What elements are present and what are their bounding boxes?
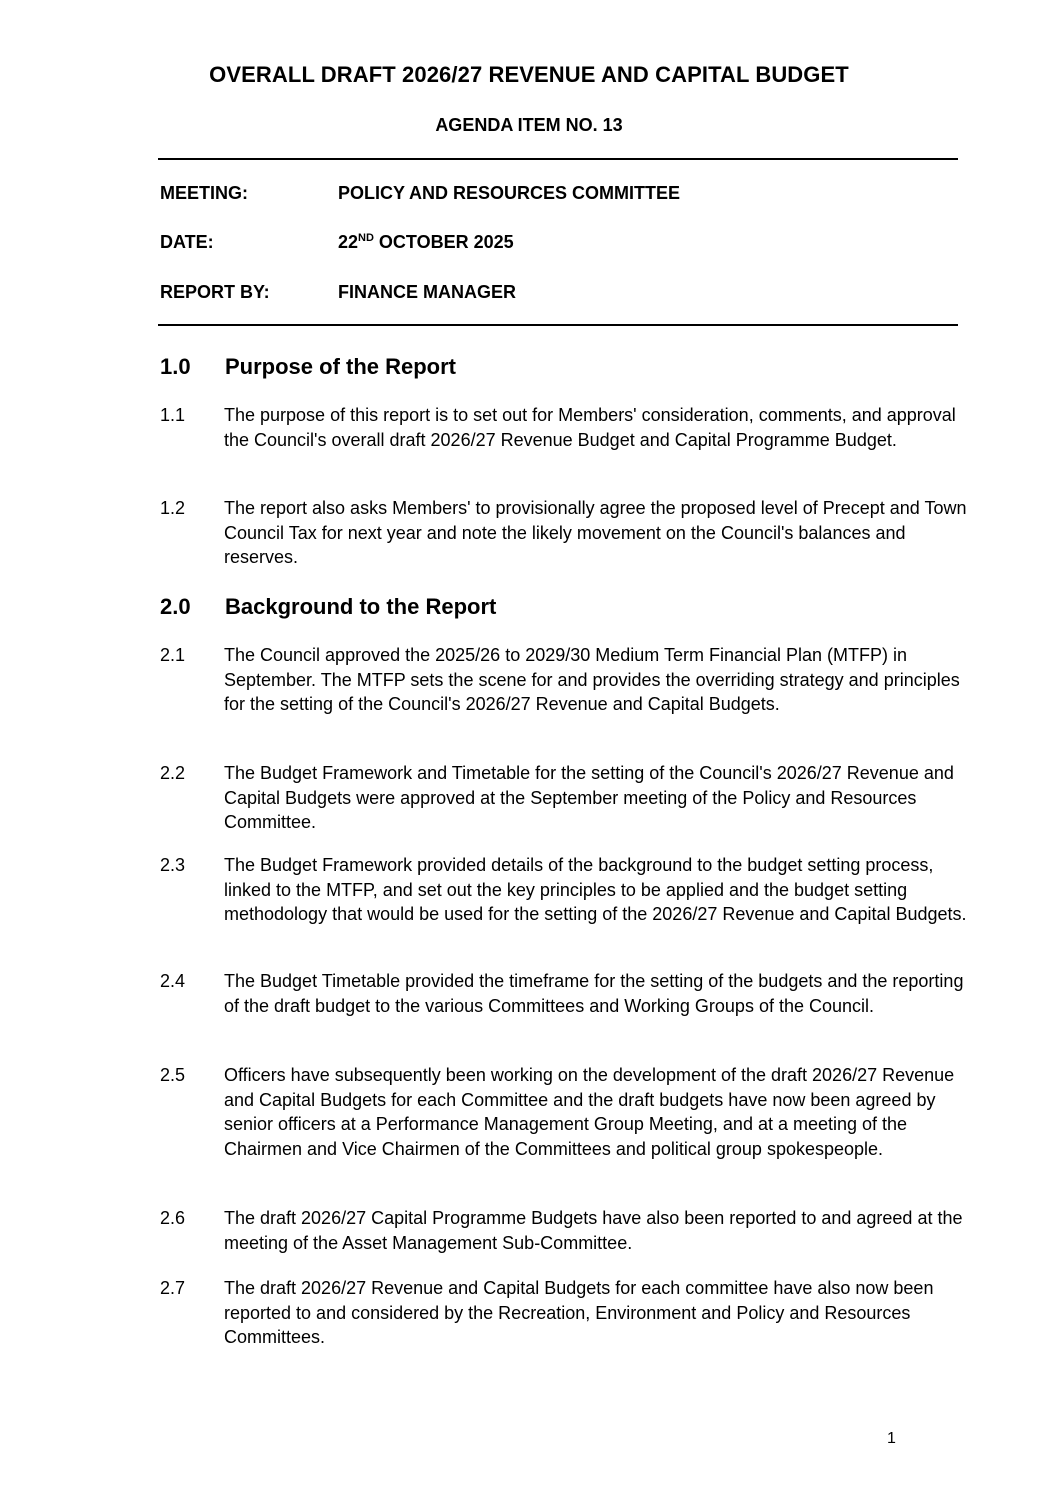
- paragraph-text: The draft 2026/27 Revenue and Capital Budgets for each committee have also now been reported to and considered by the Recreation, Environment and Policy and Resources Committees.: [224, 1278, 934, 1347]
- report-by-label: REPORT BY:: [160, 282, 270, 302]
- paragraph: [160, 1276, 970, 1350]
- meeting-value: POLICY AND RESOURCES COMMITTEE: [338, 183, 681, 203]
- paragraph-number: 2.5: [160, 1065, 186, 1085]
- paragraph: [160, 496, 970, 570]
- meeting-row: [160, 183, 680, 204]
- paragraph-number: 2.3: [160, 855, 186, 875]
- date-ordinal-suffix: ND: [358, 232, 374, 244]
- section-title: Purpose of the Report: [225, 354, 457, 379]
- paragraph-number: 1.1: [160, 405, 186, 425]
- paragraph: [160, 1063, 970, 1161]
- agenda-item: AGENDA ITEM NO. 13: [435, 115, 623, 135]
- paragraph-number: 2.4: [160, 971, 186, 991]
- date-label: DATE:: [160, 232, 214, 252]
- section-number: 1.0: [160, 354, 191, 379]
- report-by-value: FINANCE MANAGER: [338, 282, 516, 302]
- paragraph-text: The purpose of this report is to set out for Members' consideration, comments, and approval the Council's overall draft 2026/27 Revenue Budget and Capital Programme Budget.: [224, 405, 956, 450]
- date-row: [160, 232, 514, 253]
- paragraph-text: The draft 2026/27 Capital Programme Budgets have also been reported to and agreed at the meeting of the Asset Management Sub-Committee.: [224, 1208, 963, 1253]
- paragraph-number: 2.6: [160, 1208, 186, 1228]
- paragraph-text: Officers have subsequently been working on the development of the draft 2026/27 Revenue and Capital Budgets for each Committee and the draft budgets have now been agreed by senior officers at a Performance Management Group Meeting, and at a meeting of the Chairmen and Vice Chairmen of the Committees and political group spokespeople.: [224, 1065, 955, 1159]
- paragraph-text: The report also asks Members' to provisionally agree the proposed level of Precept and Town Council Tax for next year and note the likely movement on the Council's balances and reserves.: [224, 498, 967, 567]
- section-number: 2.0: [160, 594, 191, 619]
- paragraph: [160, 853, 970, 927]
- page-number: 1: [887, 1430, 896, 1447]
- section-heading: [160, 594, 496, 620]
- divider-bottom: [158, 324, 958, 326]
- document-title: OVERALL DRAFT 2026/27 REVENUE AND CAPITAL BUDGET: [209, 62, 849, 87]
- paragraph-number: 2.1: [160, 645, 186, 665]
- paragraph-text: The Budget Framework provided details of the background to the budget setting process, linked to the MTFP, and set out the key principles to be applied and the budget setting methodology that would be used for the setting of the 2026/27 Revenue and Capital Budgets.: [224, 855, 967, 924]
- date-day: 22: [338, 232, 359, 252]
- paragraph-text: The Council approved the 2025/26 to 2029/30 Medium Term Financial Plan (MTFP) in September. The MTFP sets the scene for and provides the overriding strategy and principles for the setting of the Council's 2026/27 Revenue and Capital Budgets.: [224, 645, 960, 714]
- date-rest: OCTOBER 2025: [373, 232, 514, 252]
- section-title: Background to the Report: [225, 594, 497, 619]
- meeting-label: MEETING:: [160, 183, 248, 203]
- paragraph-number: 2.7: [160, 1278, 186, 1298]
- divider-top: [158, 158, 958, 160]
- paragraph: [160, 969, 970, 1018]
- date-value: [338, 232, 514, 252]
- paragraph: [160, 643, 970, 717]
- paragraph-text: The Budget Timetable provided the timeframe for the setting of the budgets and the reporting of the draft budget to the various Committees and Working Groups of the Council.: [224, 971, 964, 1016]
- report-by-row: [160, 282, 516, 303]
- paragraph-number: 2.2: [160, 763, 186, 783]
- paragraph: [160, 1206, 970, 1255]
- paragraph: [160, 403, 970, 452]
- paragraph-number: 1.2: [160, 498, 186, 518]
- section-heading: [160, 354, 456, 380]
- paragraph: [160, 761, 970, 835]
- paragraph-text: The Budget Framework and Timetable for the setting of the Council's 2026/27 Revenue and Capital Budgets were approved at the September meeting of the Policy and Resources Committee.: [224, 763, 954, 832]
